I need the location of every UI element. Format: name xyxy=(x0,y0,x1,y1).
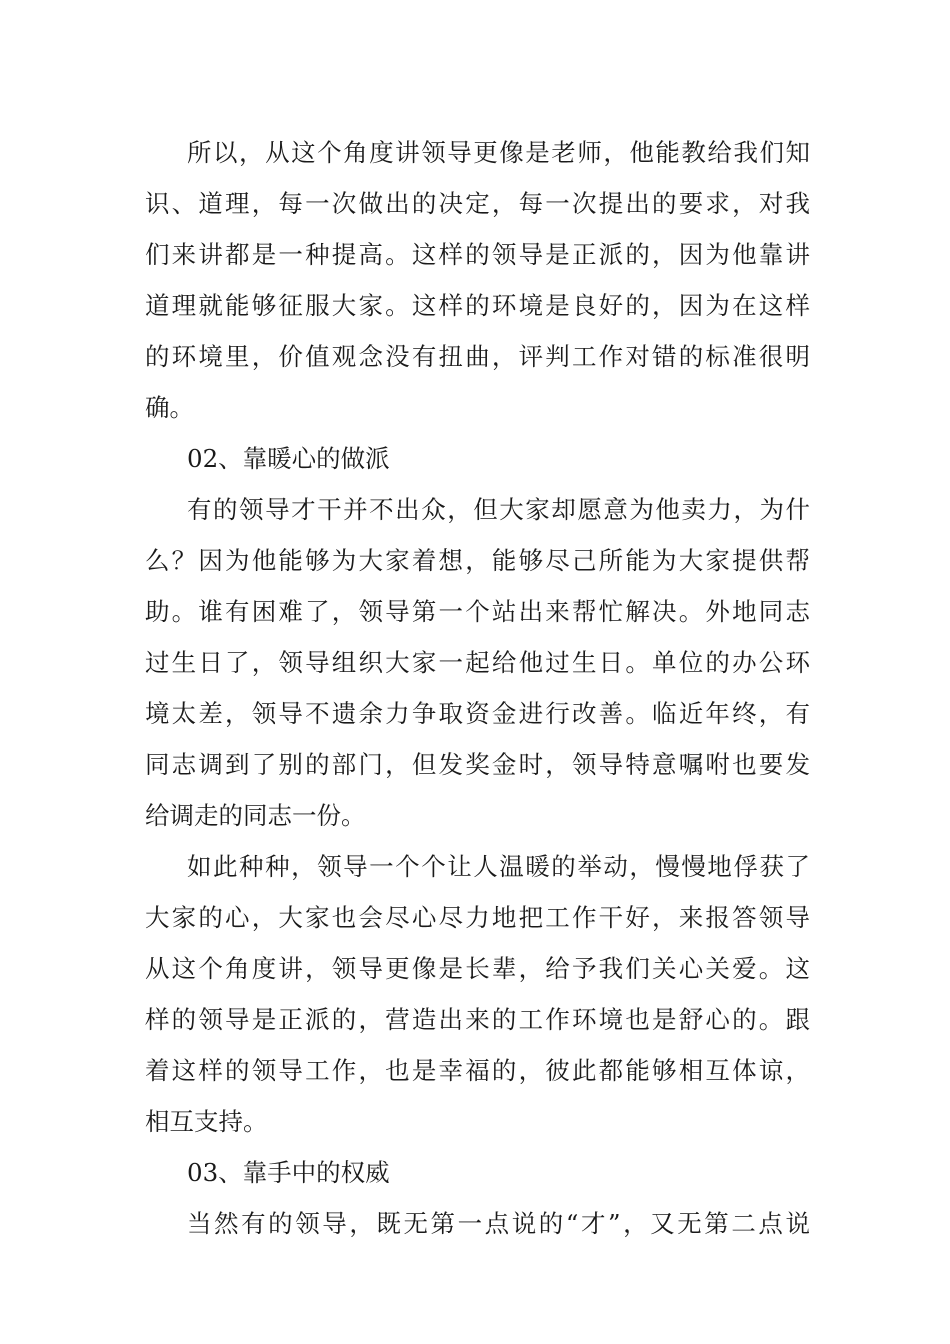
paragraph xyxy=(145,841,810,1147)
text-line: 确。 xyxy=(145,393,194,422)
text-line: 境太差，领导不遗余力争取资金进行改善。临近年终，有 xyxy=(145,699,810,728)
section-heading xyxy=(145,433,810,484)
paragraph xyxy=(145,484,810,841)
section-heading xyxy=(145,1147,810,1198)
text-line: 的环境里，价值观念没有扭曲，评判工作对错的标准很明 xyxy=(145,342,810,371)
text-line: 大家的心，大家也会尽心尽力地把工作干好，来报答领导 xyxy=(145,903,810,932)
document-body xyxy=(145,127,810,1249)
text-line: 相互支持。 xyxy=(145,1107,268,1136)
text-line: 识、道理，每一次做出的决定，每一次提出的要求，对我 xyxy=(145,189,810,218)
text-line: 助。谁有困难了，领导第一个站出来帮忙解决。外地同志 xyxy=(145,597,810,626)
text-line: 过生日了，领导组织大家一起给他过生日。单位的办公环 xyxy=(145,648,810,677)
text-line: 着这样的领导工作，也是幸福的，彼此都能够相互体谅， xyxy=(145,1056,810,1085)
text-line: 给调走的同志一份。 xyxy=(145,801,366,830)
heading-text: 02、靠暖心的做派 xyxy=(187,444,390,473)
heading-text: 03、靠手中的权威 xyxy=(187,1158,390,1187)
text-line: 样的领导是正派的，营造出来的工作环境也是舒心的。跟 xyxy=(145,1005,810,1034)
text-line: 么？因为他能够为大家着想，能够尽己所能为大家提供帮 xyxy=(145,546,810,575)
text-line: 当然有的领导，既无第一点说的“才”，又无第二点说 xyxy=(187,1209,810,1238)
text-line: 有的领导才干并不出众，但大家却愿意为他卖力，为什 xyxy=(187,495,810,524)
text-line: 所以，从这个角度讲领导更像是老师，他能教给我们知 xyxy=(187,138,810,167)
paragraph xyxy=(145,1198,810,1249)
text-line: 如此种种，领导一个个让人温暖的举动，慢慢地俘获了 xyxy=(187,852,810,881)
text-line: 从这个角度讲，领导更像是长辈，给予我们关心关爱。这 xyxy=(145,954,810,983)
paragraph xyxy=(145,127,810,433)
text-line: 同志调到了别的部门，但发奖金时，领导特意嘱咐也要发 xyxy=(145,750,810,779)
text-line: 们来讲都是一种提高。这样的领导是正派的，因为他靠讲 xyxy=(145,240,810,269)
text-line: 道理就能够征服大家。这样的环境是良好的，因为在这样 xyxy=(145,291,810,320)
